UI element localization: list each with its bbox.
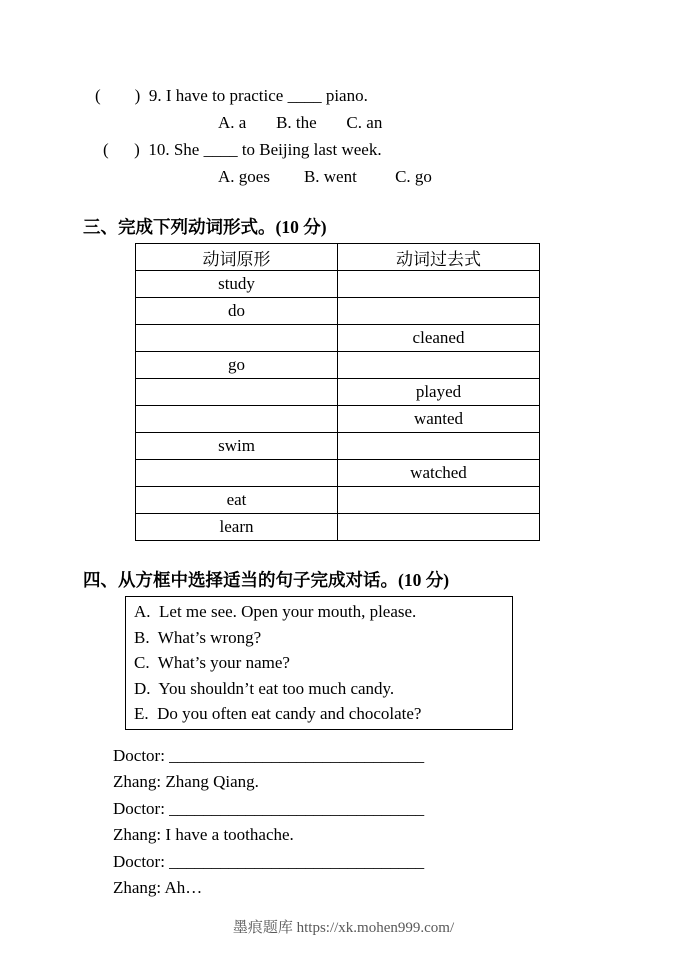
dialogue <box>113 743 687 902</box>
dialogue-line-zhang-1: Zhang: Zhang Qiang. <box>113 772 259 791</box>
table-header-row <box>136 244 540 271</box>
table-cell <box>338 514 540 541</box>
dialogue-line-doctor-3: Doctor: ______________________________ <box>113 851 425 871</box>
sentence-choice-box <box>125 596 513 730</box>
table-row <box>136 487 540 514</box>
table-cell: learn <box>136 514 338 541</box>
table-row <box>136 352 540 379</box>
question-9-options: A. a B. the C. an <box>218 113 383 132</box>
choice-option-c: C. What’s your name? <box>134 653 290 672</box>
table-row <box>136 298 540 325</box>
dialogue-line-doctor-2: Doctor: ______________________________ <box>113 798 425 818</box>
choice-option-a: A. Let me see. Open your mouth, please. <box>134 602 417 621</box>
dialogue-line-zhang-2: Zhang: I have a toothache. <box>113 825 294 844</box>
table-cell: eat <box>136 487 338 514</box>
table-row <box>136 514 540 541</box>
table-cell: played <box>338 379 540 406</box>
table-cell: watched <box>338 460 540 487</box>
table-row <box>136 271 540 298</box>
table-cell <box>136 460 338 487</box>
table-row <box>136 379 540 406</box>
table-cell: study <box>136 271 338 298</box>
column-header-base-form: 动词原形 <box>136 244 338 271</box>
column-header-past-tense: 动词过去式 <box>338 244 540 271</box>
table-row <box>136 433 540 460</box>
table-row <box>136 325 540 352</box>
table-cell: wanted <box>338 406 540 433</box>
table-cell <box>136 406 338 433</box>
table-row <box>136 406 540 433</box>
table-cell <box>136 325 338 352</box>
question-10-stem: ( ) 10. She ____ to Beijing last week. <box>103 140 382 159</box>
question-10-options: A. goes B. went C. go <box>218 167 432 186</box>
choice-option-b: B. What’s wrong? <box>134 627 262 647</box>
table-cell: go <box>136 352 338 379</box>
table-cell: cleaned <box>338 325 540 352</box>
footer-watermark: 墨痕题库 https://xk.mohen999.com/ <box>232 920 455 936</box>
table-cell <box>136 379 338 406</box>
table-cell <box>338 487 540 514</box>
section-3-title: 三、完成下列动词形式。(10 分) <box>83 217 327 237</box>
choice-option-d: D. You shouldn’t eat too much candy. <box>134 678 395 698</box>
choice-option-e: E. Do you often eat candy and chocolate? <box>134 704 422 723</box>
question-9-stem: ( ) 9. I have to practice ____ piano. <box>95 86 368 105</box>
table-cell <box>338 271 540 298</box>
verb-forms-table <box>135 243 540 541</box>
table-cell <box>338 352 540 379</box>
table-cell <box>338 433 540 460</box>
dialogue-line-doctor-1: Doctor: ______________________________ <box>113 745 425 765</box>
table-row <box>136 460 540 487</box>
table-cell: do <box>136 298 338 325</box>
table-cell: swim <box>136 433 338 460</box>
table-cell <box>338 298 540 325</box>
section-4-title: 四、从方框中选择适当的句子完成对话。(10 分) <box>83 570 450 590</box>
dialogue-line-zhang-3: Zhang: Ah… <box>113 878 203 897</box>
